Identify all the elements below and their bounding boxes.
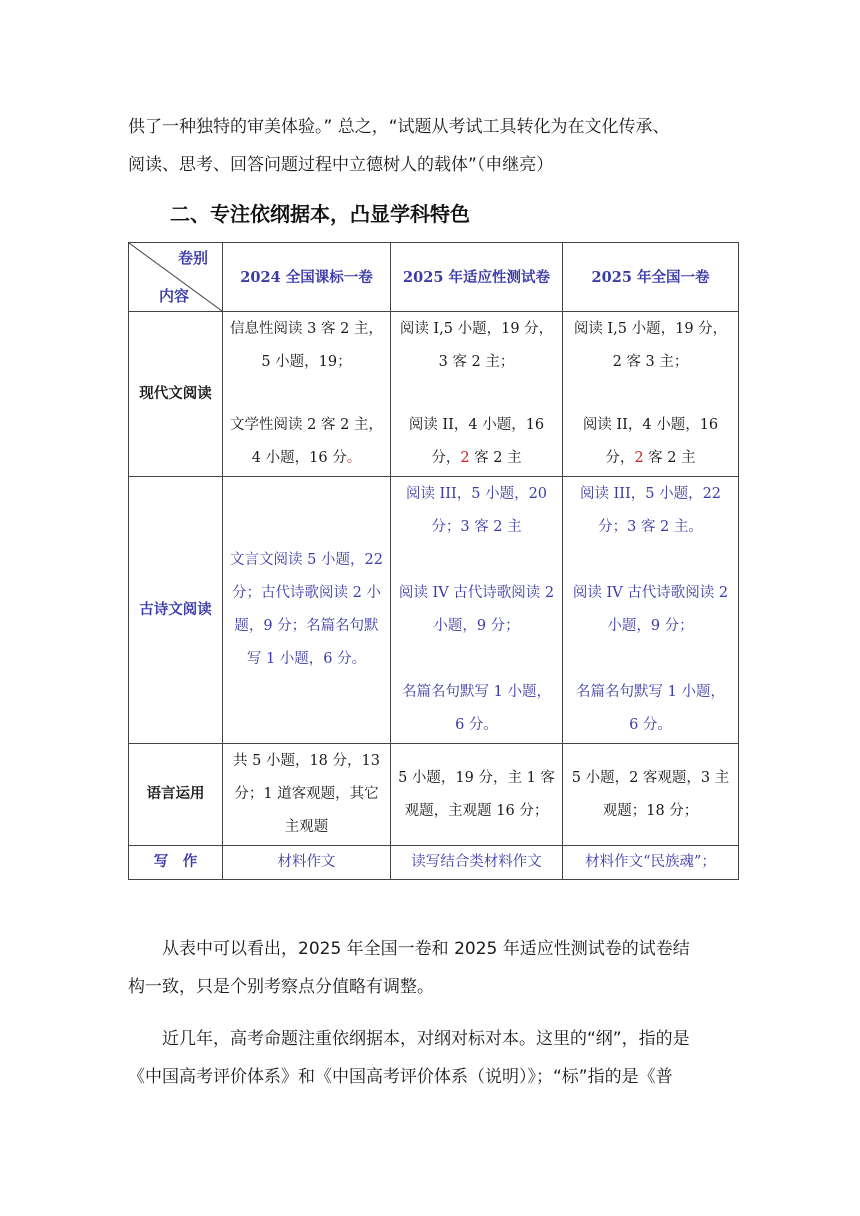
cell-writing-2025-national: 材料作文“民族魂”； xyxy=(563,846,739,880)
cell-line: 题，9 分；名篇名句默 xyxy=(234,618,379,634)
cell-modern-2024 xyxy=(223,312,391,477)
cell-line xyxy=(391,442,562,475)
cell-line: 信息性阅读 3 客 2 主， xyxy=(230,321,383,337)
row-label-modern: 现代文阅读 xyxy=(129,312,223,477)
cell-line: 小题，9 分； xyxy=(433,618,520,634)
cell-line: 阅读 I,5 小题，19 分， xyxy=(399,321,554,337)
cell-language-2025-national xyxy=(563,744,739,846)
cell-modern-2025-adaptive xyxy=(391,312,563,477)
cell-text: 客 2 主 xyxy=(643,450,696,466)
cell-line: 阅读 III，5 小题，20 xyxy=(405,486,548,502)
paragraph-syllabus xyxy=(128,1020,738,1096)
cell-line: 文言文阅读 5 小题，22 xyxy=(230,552,383,568)
cell-language-2024 xyxy=(223,744,391,846)
top-paragraph xyxy=(128,108,738,184)
paragraph-line: 构一致，只是个别考察点分值略有调整。 xyxy=(128,977,434,997)
corner-cell xyxy=(129,243,223,312)
cell-text: 4 小题，16 分 xyxy=(251,450,347,466)
header-2025-adaptive: 2025 年适应性测试卷 xyxy=(391,243,563,312)
section-heading: 二、专注依纲据本，凸显学科特色 xyxy=(170,202,470,226)
paragraph-line: 近几年，高考命题注重依纲据本，对纲对标对本。这里的“纲”，指的是 xyxy=(162,1029,690,1049)
red-mark: 2 xyxy=(634,450,644,466)
cell-line: 阅读 IV 古代诗歌阅读 2 xyxy=(572,585,729,601)
red-mark: 。 xyxy=(346,450,362,466)
cell-language-2025-adaptive xyxy=(391,744,563,846)
cell-writing-2025-adaptive: 读写结合类材料作文 xyxy=(391,846,563,880)
cell-line: 观题；18 分； xyxy=(602,802,699,819)
cell-line: 小题，9 分； xyxy=(607,618,694,634)
cell-line: 名篇名句默写 1 小题， xyxy=(576,684,725,700)
cell-line: 阅读 I,5 小题，19 分， xyxy=(573,321,728,337)
row-label-writing: 写 作 xyxy=(129,846,223,880)
cell-line: 6 分。 xyxy=(455,717,498,733)
cell-line: 3 客 2 主； xyxy=(438,354,515,370)
cell-line: 阅读 IV 古代诗歌阅读 2 xyxy=(398,585,555,601)
paragraph-line: 从表中可以看出，2025 年全国一卷和 2025 年适应性测试卷的试卷结 xyxy=(162,939,690,959)
row-label-language: 语言运用 xyxy=(129,744,223,846)
cell-line: 5 小题，19； xyxy=(261,354,352,370)
cell-text: 客 2 主 xyxy=(469,450,522,466)
cell-line: 分；3 客 2 主 xyxy=(431,519,522,535)
paragraph-table-summary xyxy=(128,930,738,1006)
cell-line: 阅读 III，5 小题，22 xyxy=(579,486,722,502)
cell-line: 文学性阅读 2 客 2 主， xyxy=(230,417,383,433)
cell-text: 分， xyxy=(431,450,461,466)
table-row-language xyxy=(129,744,739,846)
paragraph-line: 《中国高考评价体系》和《中国高考评价体系（说明）》；“标”指的是《普 xyxy=(128,1067,673,1087)
table-row-modern xyxy=(129,312,739,477)
red-mark: 2 xyxy=(460,450,470,466)
cell-writing-2024: 材料作文 xyxy=(223,846,391,880)
cell-line: 阅读 II，4 小题，16 xyxy=(408,417,545,433)
cell-line: 阅读 II，4 小题，16 xyxy=(582,417,719,433)
cell-line: 共 5 小题，18 分，13 xyxy=(233,753,380,769)
cell-line: 分；古代诗歌阅读 2 小 xyxy=(232,585,381,601)
cell-line: 观题，主观题 16 分； xyxy=(404,802,549,819)
table-row-classical xyxy=(129,477,739,744)
corner-bottom-label: 内容 xyxy=(159,287,190,305)
cell-line: 写 1 小题，6 分。 xyxy=(246,651,367,667)
header-2025-national: 2025 年全国一卷 xyxy=(563,243,739,312)
cell-line: 名篇名句默写 1 小题， xyxy=(402,684,551,700)
cell-line: 2 客 3 主； xyxy=(612,354,689,370)
cell-classical-2024 xyxy=(223,477,391,744)
cell-line: 6 分。 xyxy=(629,717,672,733)
cell-line xyxy=(563,442,738,475)
cell-line: 主观题 xyxy=(284,819,329,835)
cell-classical-2025-adaptive xyxy=(391,477,563,744)
table-header-row xyxy=(129,243,739,312)
corner-top-label: 卷别 xyxy=(177,249,208,267)
cell-line: 分；3 客 2 主。 xyxy=(598,519,703,535)
cell-classical-2025-national xyxy=(563,477,739,744)
header-2024-national: 2024 全国课标一卷 xyxy=(223,243,391,312)
cell-line xyxy=(223,442,390,475)
top-paragraph-line-1: 供了一种独特的审美体验。” 总之，“试题从考试工具转化为在文化传承、 xyxy=(128,117,670,137)
top-paragraph-line-2: 阅读、思考、回答问题过程中立德树人的载体”（申继亮） xyxy=(128,155,554,175)
cell-line: 分；1 道客观题，其它 xyxy=(234,786,379,802)
cell-text: 分， xyxy=(605,450,635,466)
comparison-table xyxy=(128,242,739,880)
cell-line: 5 小题，19 分，主 1 客 xyxy=(398,769,555,786)
table-row-writing xyxy=(129,846,739,880)
row-label-classical: 古诗文阅读 xyxy=(129,477,223,744)
cell-line: 5 小题，2 客观题，3 主 xyxy=(571,769,730,786)
cell-modern-2025-national xyxy=(563,312,739,477)
